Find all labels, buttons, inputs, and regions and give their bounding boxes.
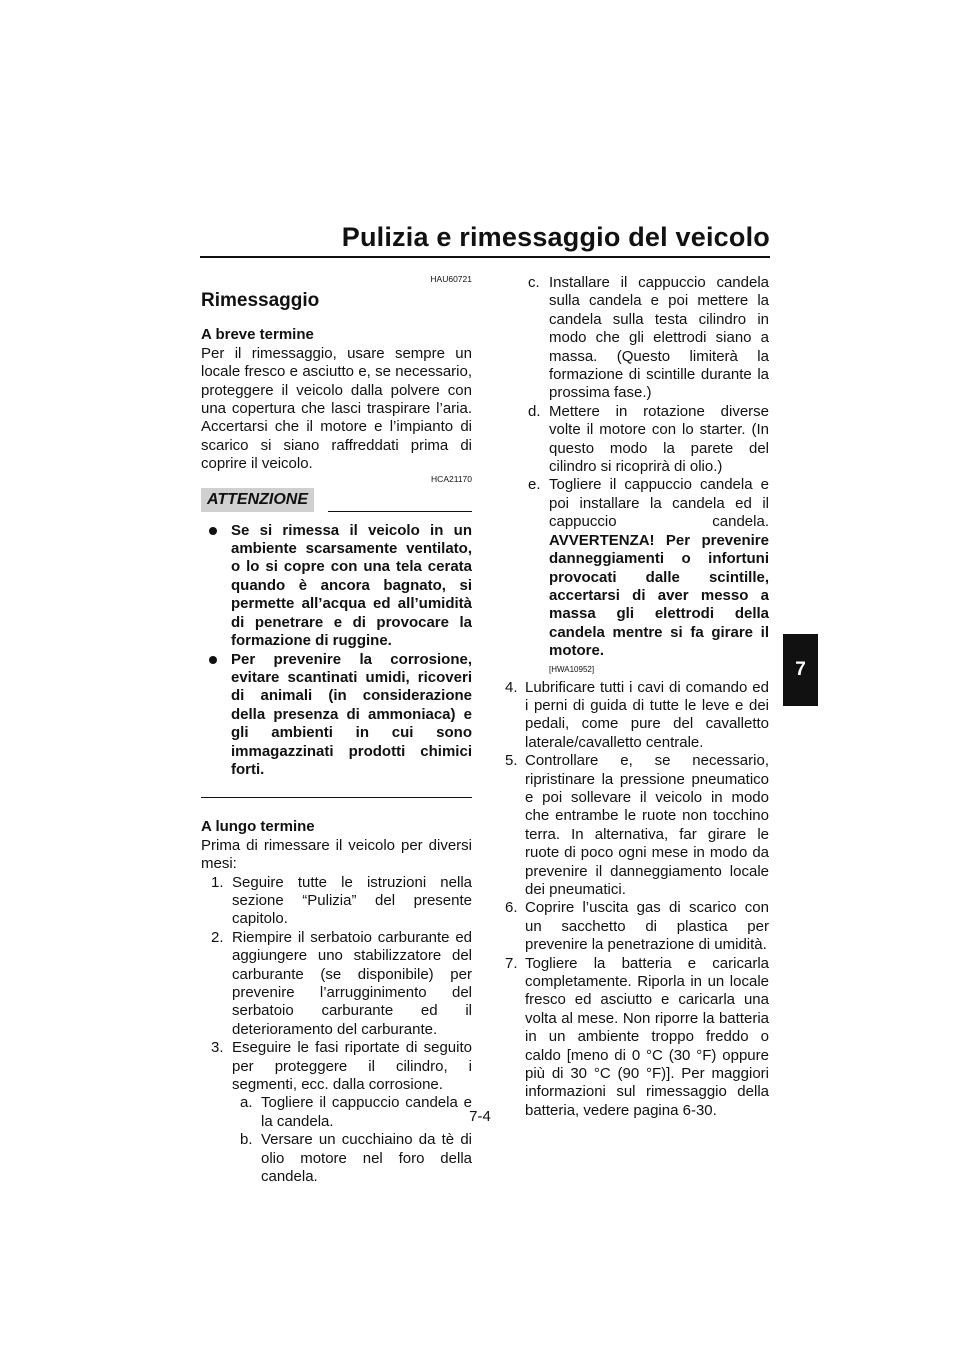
list-item [497, 679, 769, 753]
section-title: Rimessaggio [201, 290, 320, 311]
page-header-title: Pulizia e rimessaggio del veicolo [341, 222, 770, 252]
step-number: 2. [211, 928, 224, 946]
header-rule [200, 256, 770, 258]
substep-letter: a. [240, 1094, 253, 1112]
substep-text: Togliere il cappuccio candela e la candela. [261, 1094, 472, 1130]
list-item [497, 476, 769, 660]
attention-code: HCA21170 [431, 473, 472, 484]
list-item [497, 403, 769, 477]
substep-text: Mettere in rotazione diverse volte il motore con lo starter. (In questo modo la parete del cilindro si ricoprirà di olio.) [549, 402, 769, 476]
step-number: 5. [505, 752, 518, 770]
long-term-steps [201, 874, 472, 1187]
substep-letter: b. [240, 1131, 253, 1149]
step-text: Seguire tutte le istruzioni nella sezione “Pulizia” del presente capitolo. [232, 873, 472, 928]
attention-item: Per prevenire la corrosione, evitare scantinati umidi, ricoveri di animali (in considerazione della presenza di ammoniaca) e gli ambienti in cui sono immagazzinati prodotti chimici forti. [201, 651, 472, 780]
substep-text: Installare il cappuccio candela sulla candela e poi mettere la candela sulla testa cilindro in modo che gli elettrodi siano a massa. (Questo limiterà la formazione di scintille durante la prossima fase.) [549, 274, 769, 402]
substep-letter: d. [528, 402, 541, 420]
long-term-intro: Prima di rimessare il veicolo per diversi mesi: [201, 836, 472, 873]
step-number: 1. [211, 873, 224, 891]
attention-item: Se si rimessa il veicolo in un ambiente scarsamente ventilato, o lo si copre con una tela cerata quando è ancora bagnato, si permette all’acqua ed all’umidità di penetrare e di provocare la formazione di ruggine. [201, 522, 472, 651]
long-term-heading: A lungo termine [201, 818, 315, 836]
list-item [497, 899, 769, 954]
list-item [232, 1131, 472, 1186]
left-column [201, 274, 472, 1186]
warning-code: [HWA10952] [549, 664, 595, 674]
substep-letter: e. [528, 476, 541, 494]
short-term-text: Per il rimessaggio, usare sempre un locale fresco e asciutto e, se necessario, proteggere il veicolo dalla polvere con una copertura che lasci traspirare l’aria. Accertarsi che il motore e l’impianto di scarico si siano raffreddati prima di coprire il veicolo. [201, 344, 472, 473]
step-number: 3. [211, 1039, 224, 1057]
attention-header [201, 484, 472, 514]
step-text: Eseguire le fasi riportate di seguito per proteggere il cilindro, i segmenti, ecc. dalla corrosione. [232, 1039, 472, 1094]
substep-letter: c. [528, 274, 540, 291]
right-column [497, 274, 769, 1120]
chapter-tab: 7 [783, 634, 818, 706]
step-text: Lubrificare tutti i cavi di comando ed i perni di guida di tutte le leve e dei pedali, come pure del cavalletto laterale/cavalletto centrale. [525, 678, 769, 751]
step-text: Coprire l’uscita gas di scarico con un sacchetto di plastica per prevenire la penetrazione di umidità. [525, 899, 769, 954]
attention-list [201, 522, 472, 780]
list-item [497, 955, 769, 1121]
step-text: Controllare e, se necessario, ripristinare la pressione pneumatico e poi sollevare il veicolo in modo che entrambe le ruote non tocchino terra. In alternativa, far girare le ruote di poco ogni mese in modo da prevenire il danneggiamento locale dei pneumatici. [525, 752, 769, 898]
step-text: Riempire il serbatoio carburante ed aggiungere uno stabilizzatore del carburante (se disponibile) per prevenire l’arrugginimento del serbatoio carburante ed il deterioramento del carburante. [232, 928, 472, 1038]
warning-text: AVVERTENZA! Per prevenire danneggiamenti o infortuni provocati dalle scintille, accertarsi di aver messo a massa gli elettrodi della candela mentre si fa girare il motore. [549, 531, 769, 660]
section-code: HAU60721 [430, 274, 472, 284]
substep-text: Versare un cucchiaino da tè di olio motore nel foro della candela. [261, 1131, 472, 1186]
substep-text: Togliere il cappuccio candela e poi installare la candela ed il cappuccio candela. [549, 476, 769, 531]
list-item [201, 874, 472, 929]
attention-rule [328, 511, 472, 512]
step-number: 7. [505, 954, 518, 972]
list-item [497, 274, 769, 403]
list-item [201, 929, 472, 1039]
list-item [497, 752, 769, 899]
step-number: 4. [505, 678, 518, 696]
page-number: 7-4 [469, 1108, 491, 1125]
step-number: 6. [505, 899, 518, 917]
step-text: Togliere la batteria e caricarla completamente. Riporla in un locale fresco ed asciutto e caricarla una volta al mese. Non riporre la batteria in un ambiente troppo freddo o caldo [meno di 0 °C (30 °F) oppure più di 30 °C (90 °F)]. Per maggiori informazioni sul rimessaggio della batteria, vedere pagina 6-30. [525, 954, 769, 1119]
short-term-heading: A breve termine [201, 326, 314, 344]
attention-label: ATTENZIONE [201, 488, 314, 512]
